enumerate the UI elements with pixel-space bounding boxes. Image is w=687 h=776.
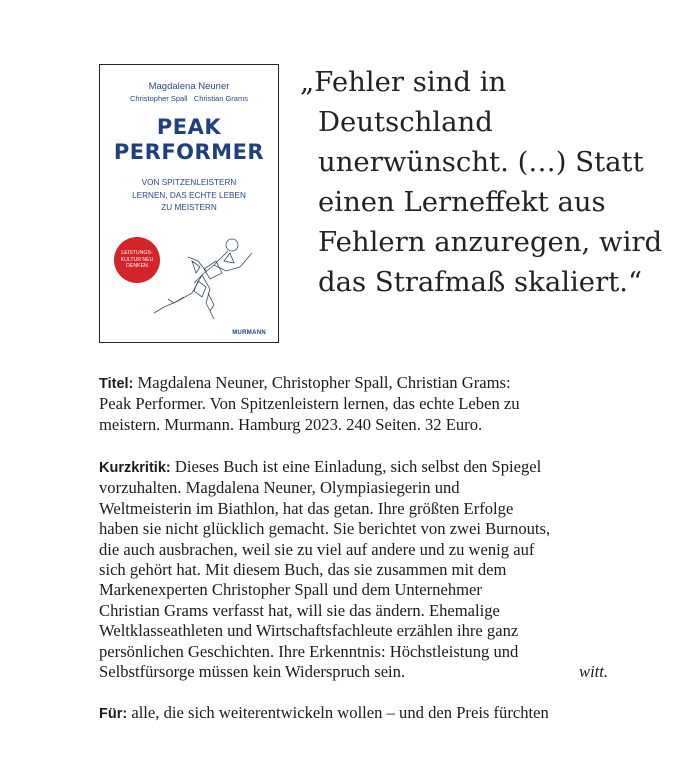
- review-text-line: haben sie nicht glücklich gemacht. Sie berichtet von zwei Burnouts,: [99, 519, 551, 539]
- review-text-line: Weltklasseathleten und Wirtschaftsfachleute erzählen ihre ganz: [99, 621, 519, 641]
- cover-title-line: PERFORMER: [113, 140, 265, 164]
- title-text-line: Peak Performer. Von Spitzenleistern lernen, das echte Leben zu: [99, 394, 520, 414]
- cover-subtitle-line: VON SPITZENLEISTERN: [141, 178, 237, 187]
- cover-subtitle: [106, 177, 272, 215]
- review-text-line: Weltmeisterin im Biathlon, hat das getan. Ihre größten Erfolge: [99, 498, 514, 518]
- review-text-line: Christian Grams verfasst hat, will sie das ändern. Ehemalige: [99, 600, 500, 620]
- quote-line: einen Lerneffekt aus: [318, 186, 606, 218]
- cover-subtitle-line: LERNEN, DAS ECHTE LEBEN: [132, 190, 246, 200]
- cover-subtitle-line: ZU MEISTERN: [161, 203, 217, 212]
- title-text-line: Magdalena Neuner, Christopher Spall, Christian Grams:: [133, 373, 511, 392]
- title-text-line: meistern. Murmann. Hamburg 2023. 240 Seiten. 32 Euro.: [99, 414, 483, 434]
- cover-publisher-logo: MURMANN: [232, 330, 266, 336]
- audience-text: alle, die sich weiterentwickeln wollen – und den Preis fürchten: [127, 703, 549, 722]
- review-text-line: vorzuhalten. Magdalena Neuner, Olympiasiegerin und: [99, 478, 460, 498]
- review-text-line: Selbstfürsorge müssen kein Widerspruch sein.: [99, 662, 406, 682]
- runner-illustration: [144, 231, 264, 331]
- quote-line: Fehlern anzuregen, wird: [318, 226, 663, 258]
- review-signature: witt.: [579, 662, 609, 682]
- cover-author-main: Magdalena Neuner: [148, 81, 230, 92]
- review-text-line: sich gehört hat. Mit diesem Buch, das sie zusammen mit dem: [99, 560, 507, 580]
- quote-line: unerwünscht. (…) Statt: [318, 146, 644, 178]
- review-text-line: Dieses Buch ist eine Einladung, sich selbst den Spiegel: [170, 457, 542, 476]
- review-label: Kurzkritik:: [99, 460, 171, 476]
- cover-coauthors: Christopher Spall Christian Grams: [130, 94, 248, 103]
- title-label: Titel:: [99, 376, 134, 392]
- audience-label: Für:: [99, 706, 128, 722]
- audience-section: [99, 703, 619, 724]
- cover-title-line: PEAK: [156, 115, 222, 139]
- quote-line: das Strafmaß skaliert.“: [318, 266, 643, 298]
- review-text-line: die auch ausbrachen, weil sie zu viel auf andere und zu wenig auf: [99, 539, 535, 559]
- pull-quote: [300, 62, 670, 302]
- review-section: [99, 457, 619, 682]
- title-section: [99, 373, 619, 435]
- review-text-line: Markenexperten Christopher Spall und dem Unternehmer: [99, 580, 482, 600]
- cover-title: [100, 115, 278, 165]
- quote-line: „Fehler sind in: [300, 66, 507, 98]
- quote-line: Deutschland: [318, 106, 493, 138]
- review-text-line: persönlichen Geschichten. Ihre Erkenntnis: Höchstleistung und: [99, 641, 519, 661]
- book-cover: [99, 64, 279, 343]
- cover-badge: LEISTUNGS- KULTUR NEU DENKEN: [114, 237, 160, 283]
